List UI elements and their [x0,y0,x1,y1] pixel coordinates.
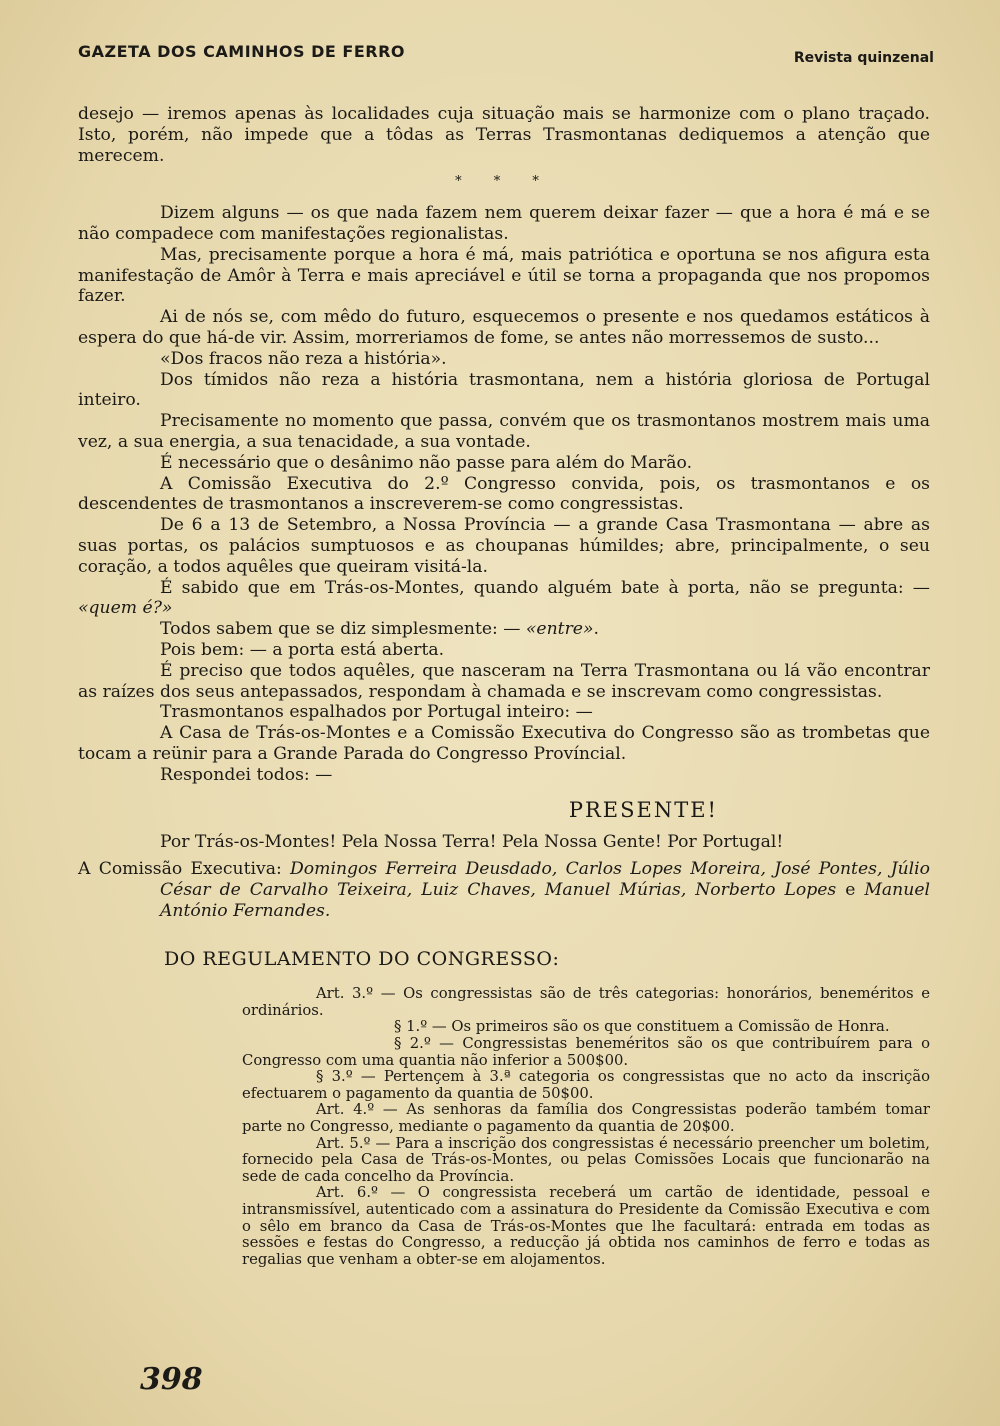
paragraph-text: Todos sabem que se diz simplesmente: — [160,619,526,640]
regulation-paragraph: § 1.º — Os primeiros são os que constituem a Comissão de Honra. [394,1018,890,1036]
regulation-article: Art. 5.º — Para a inscrição dos congressistas é necessário preencher um boletim, fornecido pela Casa de Trás-os-Montes, ou pelas Comissões Locais que funcionarão na sede de cada concelho da Província. [242,1134,930,1185]
regulation-article: Art. 6.º — O congressista receberá um cartão de identidade, pessoal e intransmissível, autenticado com a assinatura do Presidente da Comissão Executiva e com o sêlo em branco da Casa de Trás-os-Montes que lhe facultará: entrada em todas as sessões e festas do Congresso, a reducção já obtida nos caminhos de ferro e todas as regalias que venham a obter-se em alojamentos. [242,1184,930,1268]
running-header-subtitle: Revista quinzenal [793,50,934,66]
commission-conjunction: e [836,879,865,900]
quoted-word: «entre» [525,619,594,640]
paragraph: Ai de nós se, com mêdo do futuro, esquecemos o presente e nos quedamos estáticos à espera do que há-de vir. Assim, morreriamos de fome, se antes não morressemos de susto... [78,307,930,348]
paragraph: De 6 a 13 de Setembro, a Nossa Província — a grande Casa Trasmontana — abre as suas portas, os palácios sumptuosos e as choupanas húmildes; abre, principalmente, o seu coração, a todos aquêles que queiram visitá-la. [78,515,930,577]
regulation-title: DO REGULAMENTO DO CONGRESSO: [164,948,560,971]
regulation-articles [242,986,930,1268]
regulation-paragraph: § 2.º — Congressistas beneméritos são os que contribuírem para o Congresso com uma quantia não inferior a 500$00. [242,1035,930,1069]
paragraph: Respondei todos: — [160,764,333,785]
regulation-article: Art. 3.º — Os congressistas são de três categorias: honorários, beneméritos e ordinários. [242,985,930,1019]
commission-names: Domingos Ferreira Deusdado, Carlos Lopes Moreira, José Pontes, Júlio César de Carvalho Teixeira, Luiz Chaves, Manuel Múrias, Norberto Lopes [160,859,930,900]
paragraph: Trasmontanos espalhados por Portugal inteiro: — [160,702,593,723]
page-number: 398 [140,1362,203,1397]
regulation-article: Art. 4.º — As senhoras da família dos Congressistas poderão também tomar parte no Congresso, mediante o pagamento da quantia de 20$00. [242,1101,930,1136]
closing-exclamation: Por Trás-os-Montes! Pela Nossa Terra! Pela Nossa Gente! Por Portugal! [160,832,784,853]
paragraph: É necessário que o desânimo não passe para além do Marão. [160,452,693,473]
paragraph [78,619,930,640]
paragraph: Mas, precisamente porque a hora é má, mais patriótica e oportuna se nos afigura esta manifestação de Amôr à Terra e mais apreciável e útil se torna a propaganda que nos propomos fazer. [78,244,930,307]
paragraph: Dos tímidos não reza a história trasmontana, nem a história gloriosa de Portugal inteiro. [78,369,930,411]
section-separator: * * * [455,174,553,190]
paragraph: É preciso que todos aquêles, que nasceram na Terra Trasmontana ou lá vão encontrar as raízes dos seus antepassados, respondam à chamada e se inscrevam como congressistas. [78,660,930,702]
quoted-question: «quem é?» [78,598,173,619]
paragraph: A Comissão Executiva do 2.º Congresso convida, pois, os trasmontanos e os descendentes de trasmontanos a inscreverem-se como congressistas. [78,473,930,515]
presente-heading: PRESENTE! [568,797,718,822]
paragraph: Precisamente no momento que passa, convém que os trasmontanos mostrem mais uma vez, a sua energia, a sua tenacidade, a sua vontade. [78,411,930,452]
paragraph-text: . [593,619,599,640]
commission-last-name: Manuel António Fernandes. [160,879,930,921]
paragraph: Pois bem: — a porta está aberta. [160,639,445,660]
paragraph-intro: desejo — iremos apenas às localidades cuja situação mais se harmonize com o plano traçado. Isto, porém, não impede que a tôdas as Terras Trasmontanas dediquemos a atenção que merecem. [78,104,930,166]
paragraph: Dizem alguns — os que nada fazem nem querem deixar fazer — que a hora é má e se não compadece com manifestações regionalistas. [78,203,930,244]
commission-lead: A Comissão Executiva: [78,859,291,880]
regulation-paragraph: § 3.º — Pertençem à 3.ª categoria os congressistas que no acto da inscrição efectuarem o pagamento da quantia de 50$00. [242,1068,930,1102]
commission-signatories [78,859,930,921]
running-header-title: GAZETA DOS CAMINHOS DE FERRO [78,42,406,61]
paragraph: A Casa de Trás-os-Montes e a Comissão Executiva do Congresso são as trombetas que tocam a reünir para a Grande Parada do Congresso Províncial. [78,723,930,764]
article-body [78,104,930,1268]
paragraph [78,578,930,620]
paragraph-quote: «Dos fracos não reza a história». [160,348,447,369]
paragraph-text: É sabido que em Trás-os-Montes, quando alguém bate à porta, não se pregunta: — [160,577,930,598]
